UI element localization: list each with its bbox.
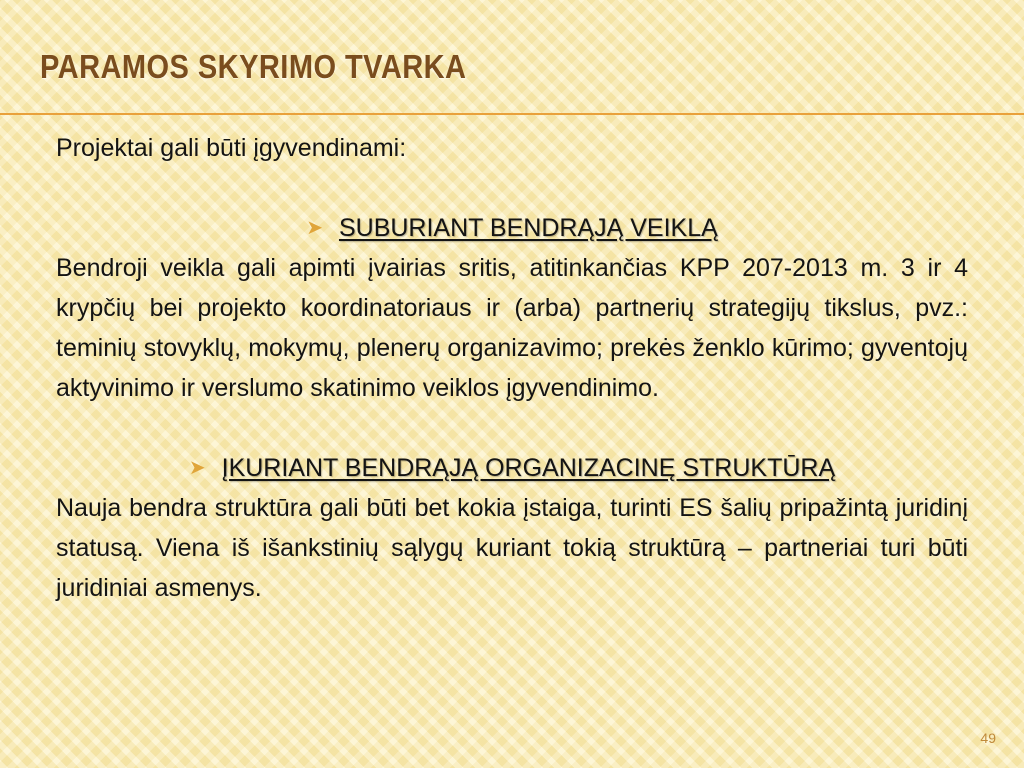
section-heading-organizational-structure: [56, 448, 968, 488]
section-paragraph-joint-activity: Bendroji veikla gali apimti įvairias sritis, atitinkančias KPP 207-2013 m. 3 ir 4 krypčių bei projekto koordinatoriaus ir (arba) partnerių strategijų tikslus, pvz.: teminių stovyklų, mokymų, plenerų organizavimo; prekės ženklo kūrimo; gyventojų aktyvinimo ir verslumo skatinimo veiklos įgyvendinimo.: [56, 254, 968, 402]
slide-title: PARAMOS SKYRIMO TVARKA: [40, 48, 467, 85]
title-divider: [0, 113, 1024, 115]
arrow-right-bullet-icon: ➤: [306, 217, 323, 239]
section-heading-text: SUBURIANT BENDRĄJĄ VEIKLĄ: [338, 214, 718, 242]
arrow-right-bullet-icon: ➤: [188, 457, 206, 479]
section-paragraph-organizational-structure: Nauja bendra struktūra gali būti bet kokia įstaiga, turinti ES šalių pripažintą juridinį statusą. Viena iš išankstinių sąlygų kuriant tokią struktūrą – partneriai turi būti juridiniai asmenys.: [56, 494, 968, 602]
section-heading-text: ĮKURIANT BENDRĄJĄ ORGANIZACINĘ STRUKTŪRĄ: [221, 454, 836, 482]
spacer: [56, 408, 968, 448]
slide-content: [56, 128, 968, 608]
section-heading-joint-activity: [56, 208, 968, 248]
intro-text: Projektai gali būti įgyvendinami:: [56, 134, 407, 162]
page-number: 49: [980, 730, 996, 746]
